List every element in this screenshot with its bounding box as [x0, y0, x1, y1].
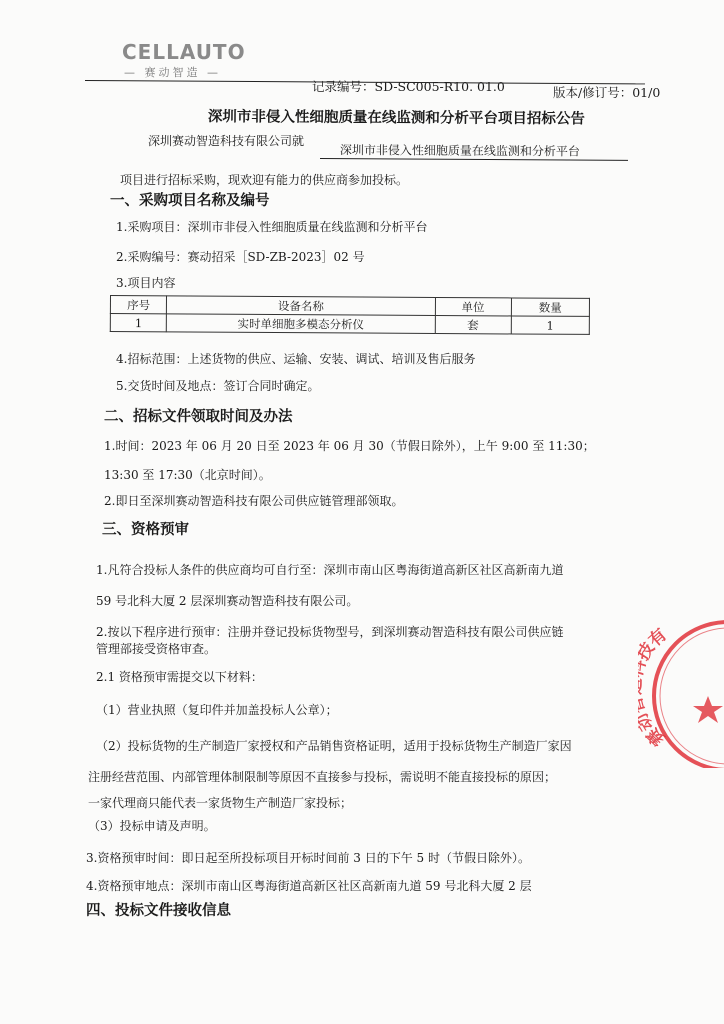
section-3-p4: 4.资格预审地点：深圳市南山区粤海街道高新区社区高新南九道 59 号北科大厦 2 层 — [86, 879, 532, 893]
svg-text:赛动智造科技有: 赛 有 — [643, 624, 671, 750]
cell-no: 1 — [110, 314, 167, 332]
material-2-line-3: 一家代理商只能代表一家货物生产制造厂家投标； — [88, 796, 353, 810]
material-3: （3）投标申请及声明。 — [88, 819, 216, 833]
section-2-heading: 二、招标文件领取时间及办法 — [104, 408, 293, 425]
project-items-table — [110, 295, 590, 335]
intro-line-2: 项目进行招标采购，现欢迎有能力的供应商参加投标。 — [120, 173, 409, 187]
intro-project-name: 深圳市非侵入性细胞质量在线监测和分析平台 — [339, 142, 580, 159]
section-1-item-4: 4.招标范围：上述货物的供应、运输、安装、调试、培训及售后服务 — [116, 352, 476, 366]
cell-name: 实时单细胞多模态分析仪 — [167, 314, 435, 334]
header-cell-no: 序号 — [110, 296, 167, 314]
intro-underline — [320, 158, 628, 161]
header-cell-unit: 单位 — [435, 297, 511, 315]
material-1: （1）营业执照（复印件并加盖投标人公章）； — [96, 703, 338, 717]
section-2-item-2: 2.即日至深圳赛动智造科技有限公司供应链管理部领取。 — [104, 494, 404, 508]
section-3-p21: 2.1 资格预审需提交以下材料： — [96, 670, 263, 684]
section-3-p2-line-2: 管理部接受资格审查。 — [96, 642, 217, 656]
table-row — [110, 314, 589, 335]
section-3-p1-line-1: 1.凡符合投标人条件的供应商均可自行至：深圳市南山区粤海街道高新区社区高新南九道 — [96, 563, 564, 577]
header-cell-qty: 数量 — [511, 298, 589, 316]
section-3-heading: 三、资格预审 — [102, 521, 189, 538]
cell-unit: 套 — [435, 315, 511, 333]
company-seal-stamp — [638, 618, 724, 772]
section-3-p3: 3.资格预审时间：即日起至所投标项目开标时间前 3 日的下午 5 时（节假日除外）。 — [86, 851, 530, 865]
section-3-p2-line-1: 2.按以下程序进行预审：注册并登记投标货物型号，到深圳赛动智造科技有限公司供应链 — [96, 625, 564, 639]
section-1-heading: 一、采购项目名称及编号 — [110, 192, 270, 209]
material-2-line-1: （2）投标货物的生产制造厂家授权和产品销售资格证明，适用于投标货物生产制造厂家因 — [96, 739, 572, 753]
company-logo-subtitle: — 赛动智造 — — [124, 66, 221, 79]
section-1-item-1: 1.采购项目：深圳市非侵入性细胞质量在线监测和分析平台 — [116, 220, 428, 234]
seal-icon — [638, 618, 724, 768]
intro-company: 深圳赛动智造科技有限公司就 — [148, 134, 305, 148]
section-2-item-1-line-2: 13:30 至 17:30（北京时间）。 — [104, 468, 271, 482]
logo-subtitle-text: 赛动智造 — [144, 66, 201, 79]
company-logo-text: CELLAUTO — [122, 40, 246, 64]
header-cell-name: 设备名称 — [167, 296, 435, 316]
section-1-item-5: 5.交货时间及地点：签订合同时确定。 — [116, 379, 320, 393]
cell-qty: 1 — [511, 316, 589, 334]
section-1-item-2: 2.采购编号：赛动招采［SD-ZB-2023］02 号 — [116, 250, 365, 264]
page-title: 深圳市非侵入性细胞质量在线监测和分析平台项目招标公告 — [207, 107, 585, 128]
material-2-line-2: 注册经营范围、内部管理体制限制等原因不直接参与投标，需说明不能直接投标的原因； — [88, 770, 557, 784]
section-4-heading: 四、投标文件接收信息 — [86, 902, 231, 919]
section-1-item-3: 3.项目内容 — [116, 276, 176, 290]
record-number: 记录编号：SD-SC005-R10. 01.0 — [312, 79, 505, 94]
section-3-p1-line-2: 59 号北科大厦 2 层深圳赛动智造科技有限公司。 — [96, 594, 359, 608]
version-number: 版本/修订号：01/0 — [553, 85, 661, 100]
section-2-item-1-line-1: 1.时间：2023 年 06 月 20 日至 2023 年 06 月 30（节假日除外），上午 9:00 至 11:30； — [104, 439, 595, 453]
